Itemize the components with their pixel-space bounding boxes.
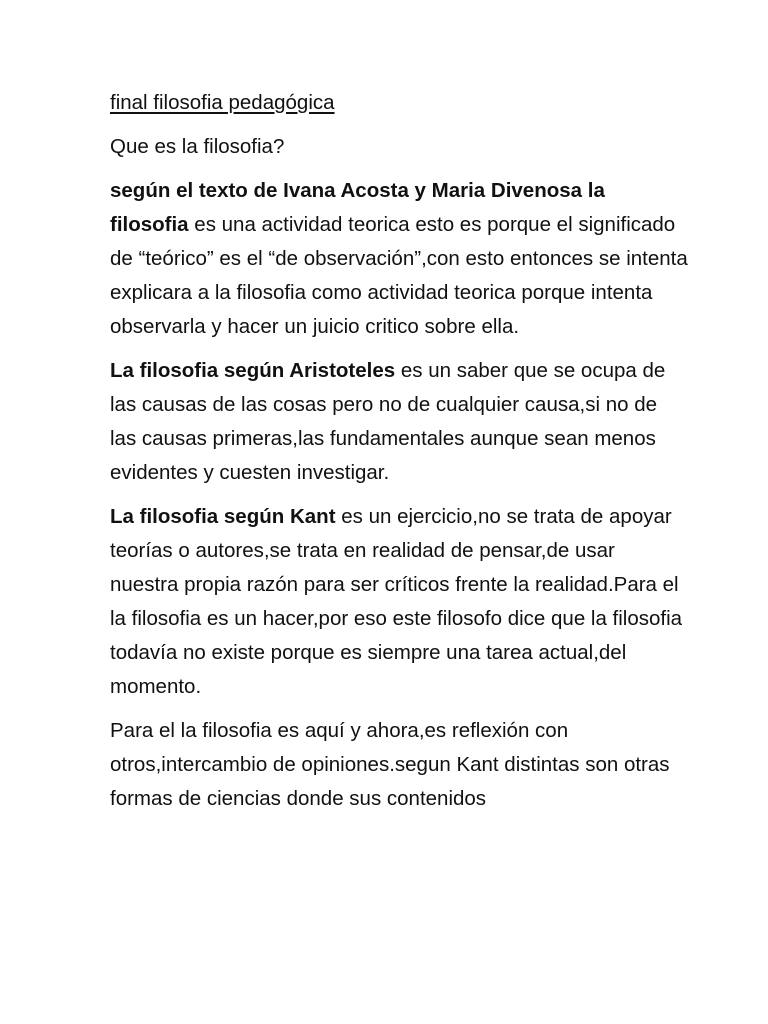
document-title: final filosofia pedagógica <box>110 91 335 114</box>
paragraph-body: es una actividad teorica esto es porque el significado de “teórico” es el “de observación”,con esto entonces se intenta explicara a la filosofia como actividad teorica porque intenta observarla y hacer un juicio critico sobre ella. <box>110 213 688 338</box>
paragraph-body: Para el la filosofia es aquí y ahora,es reflexión con otros,intercambio de opiniones.segun Kant distintas son otras formas de ciencias donde sus contenidos <box>110 719 670 810</box>
paragraph-lead: La filosofia según Kant <box>110 505 336 528</box>
paragraph-aristoteles <box>110 354 688 490</box>
question-line: Que es la filosofia? <box>110 135 285 158</box>
paragraph-body: es un saber que se ocupa de las causas de las cosas pero no de cualquier causa,si no de las causas primeras,las fundamentales aunque sean menos evidentes y cuesten investigar. <box>110 359 666 484</box>
paragraph-lead: La filosofia según Aristoteles <box>110 359 396 382</box>
paragraph-body: es un ejercicio,no se trata de apoyar teorías o autores,se trata en realidad de pensar,de usar nuestra propia razón para ser críticos frente la realidad.Para el la filosofia es un hacer,por eso este filosofo dice que la filosofia todavía no existe porque es siempre una tarea actual,del momento. <box>110 505 683 698</box>
paragraph-lead: según el texto de Ivana Acosta y Maria Divenosa la filosofia <box>110 179 605 236</box>
paragraph-acosta-divenosa <box>110 174 688 344</box>
paragraph-kant <box>110 500 688 704</box>
paragraph-kant-continued <box>110 714 688 816</box>
